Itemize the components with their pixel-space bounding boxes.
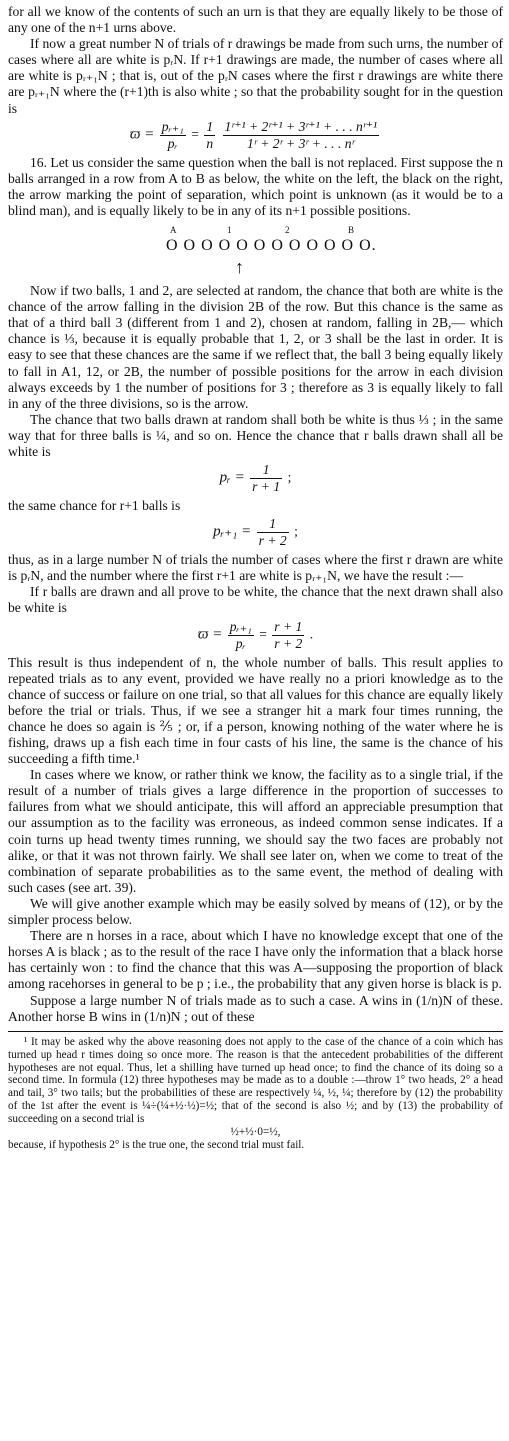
paragraph-same-chance: the same chance for r+1 balls is xyxy=(8,498,181,514)
equation-1-frac-a xyxy=(160,119,186,152)
diagram-balls: O O O O O O O O O O O O. xyxy=(166,237,377,255)
equation-4-den-a: pᵣ xyxy=(235,635,246,651)
equation-2-num: 1 xyxy=(250,462,282,479)
equation-2-lhs: pᵣ = xyxy=(219,469,245,486)
equation-3-lhs: pᵣ₊₁ = xyxy=(213,523,252,540)
paragraph-chance-two-white: The chance that two balls drawn at random shall both be white is thus ⅓ ; in the same way that for three balls is ¼, and so on. Hence the chance that r balls drawn shall all be white is xyxy=(8,411,503,459)
page xyxy=(8,4,503,1152)
paragraph-section-16: 16. Let us consider the same question when the ball is not replaced. First suppose the n balls arranged in a row from A to B as below, the white on the left, the black on the right, the arrow marking the point of separation, which point is unknown (as it would be to a blind man), and is equally likely to be in any of its n+1 possible positions. xyxy=(8,154,503,218)
arrow-up-icon: ↑ xyxy=(235,257,244,278)
equation-1-num-b: 1 xyxy=(206,118,214,134)
equation-3: pᵣ₊₁ = $\frac{1}{r + 2}$ ; xyxy=(213,516,298,549)
equation-4-lhs: ϖ = xyxy=(197,626,223,643)
paragraph-urn-intro: for all we know of the contents of such an urn is that they are equally likely to be those of any one of the n+1 urns above. xyxy=(8,4,503,36)
paragraph-thus-large-number: thus, as in a large number N of trials the number of cases where the first r drawn are white is pᵣN, and the number where the first r+1 are white is pᵣ₊₁N, we have the result :— xyxy=(8,552,503,584)
paragraph-independent-of-n: This result is thus independent of n, the whole number of balls. This result applies to repeated trials as to any event, provided we have really no a priori knowledge as to the chance of success or failure on one trial, so that all values for this chance are equally likely before the trial or trials. Thus, if we see a stranger hit a mark four times running, the chance he does so again is ⅖ ; or, if a person, knowing nothing of the water where he is fishing, draws up a fish each time in four casts of his line, the same is the chance of his succeeding a fifth time.¹ xyxy=(8,654,503,767)
equation-1-lhs: ϖ = xyxy=(129,126,155,143)
equation-1-equals: = xyxy=(191,126,199,142)
equation-1-frac-c xyxy=(223,119,380,152)
paragraph-suppose-large-number: Suppose a large number N of trials made as to such a case. A wins in (1/n)N of these. Another horse B wins in (1/n)N ; out of these xyxy=(8,992,503,1024)
footnote-1: ¹ It may be asked why the above reasoning does not apply to the case of the chance of a coin which has turned up head r times doing so once more. The reason is that the antecedent probabilities of the different hypotheses are not equal. Thus, let a shilling have turned up head once; to find the chance of its doing so a second time. In formula (12) three hypotheses may be made as to a double :—throw 1° two heads, 2° a head and tail, 3° two tails; but the probabilities of these are respectively ¼, ½, ¼; therefore by (12) the probability of the 1st after the event is ¼÷(¼+½·½)=½; that of the second is also ½; and by (13) the probability of succeeding on a second trial is xyxy=(8,1035,503,1126)
ball-row-diagram xyxy=(8,225,503,281)
paragraph-if-r-balls: If r balls are drawn and all prove to be white, the chance that the next drawn shall also be white is xyxy=(8,584,503,616)
equation-1 xyxy=(8,119,503,152)
equation-3-frac xyxy=(257,516,289,549)
paragraph-cases-where-we-know: In cases where we know, or rather think we know, the facility as to a single trial, if the result of a number of trials gives a large difference in the proportion of successes to failures from what we should anticipate, this will afford an appreciable presumption that our assumption as to the facility was erroneous, as indeed common sense indicates. If a coin turns up head twenty times running, we should say the two faces are probably not alike, or that it was not thrown fairly. We shall see later on, when we come to treat of the combination of separate probabilities as to the same event, the method of dealing with such cases (see art. 39). xyxy=(8,767,503,895)
equation-3-den: r + 2 xyxy=(258,533,287,549)
equation-1-den-b: n xyxy=(206,135,214,151)
equation-1-den-a: pᵣ xyxy=(167,135,178,151)
equation-4-frac-a xyxy=(228,619,254,652)
diagram-label-1: 1 xyxy=(227,225,232,236)
equation-4-num-b: r + 1 xyxy=(274,618,303,634)
equation-1-num-a: pᵣ₊₁ xyxy=(161,118,184,134)
equation-4-den-b: r + 2 xyxy=(274,635,303,651)
footnote-equation: ½+½·0=½, xyxy=(230,1126,281,1139)
equation-2-frac xyxy=(250,462,282,495)
equation-4: ϖ = $\frac{\text{pᵣ₊₁}}{\text{pᵣ}}$ = $\frac{r + 1}{r + 2}$ . xyxy=(197,618,314,651)
footnote-1-end: because, if hypothesis 2° is the true one, the second trial must fail. xyxy=(8,1138,305,1151)
equation-1-num-c: 1ʳ⁺¹ + 2ʳ⁺¹ + 3ʳ⁺¹ + . . . nʳ⁺¹ xyxy=(224,118,378,134)
paragraph-another-example: We will give another example which may be easily solved by means of (12), or by the simpler process below. xyxy=(8,895,503,928)
equation-3-num: 1 xyxy=(257,516,289,533)
equation-2: pᵣ = $\frac{1}{r + 1}$ ; xyxy=(219,462,292,495)
equation-1-frac-b xyxy=(204,119,215,152)
equation-1-den-c: 1ʳ + 2ʳ + 3ʳ + . . . nʳ xyxy=(247,135,355,151)
diagram-label-b: B xyxy=(348,225,355,236)
diagram-label-a: A xyxy=(170,225,177,236)
diagram-label-2: 2 xyxy=(285,225,290,236)
equation-4-frac-b xyxy=(272,619,304,652)
paragraph-horses-race: There are n horses in a race, about which I have no knowledge except that one of the horses A is black ; as to the result of the race I have only the information that a black horse has certainly won : to find the chance that this was A—supposing the proportion of black among racehorses in general to be p ; i.e., the probability that any given horse is black is p. xyxy=(8,928,503,992)
equation-4-num-a: pᵣ₊₁ xyxy=(229,618,252,634)
equation-2-den: r + 1 xyxy=(252,479,281,495)
footnote-divider xyxy=(8,1031,503,1032)
paragraph-trials-r-drawings: If now a great number N of trials of r drawings be made from such urns, the number of cases where all are white is pᵣN. If r+1 drawings are made, the number of cases where all are white is pᵣ₊₁N ; that is, out of the pᵣN cases where the first r drawings are white there are pᵣ₊₁N where the (r+1)th is also white ; so that the probability sought for in the question is xyxy=(8,36,503,116)
paragraph-two-balls: Now if two balls, 1 and 2, are selected at random, the chance that both are white is the chance of the arrow falling in the division 2B of the row. But this chance is the same as that of a third ball 3 (different from 1 and 2), chosen at random, falling in 2B,— which chance is ⅓, because it is equally probable that 1, 2, or 3 shall be the last in order. It is easy to see that these chances are the same if we reflect that, the ball 3 being equally likely to fall in A1, 12, or 2B, the number of possible positions for the arrow in each division always exceeds by 1 the number of positions for 3 ; therefore as 3 is equally likely to fall in any of the three divisions, so is the arrow. xyxy=(8,283,503,411)
